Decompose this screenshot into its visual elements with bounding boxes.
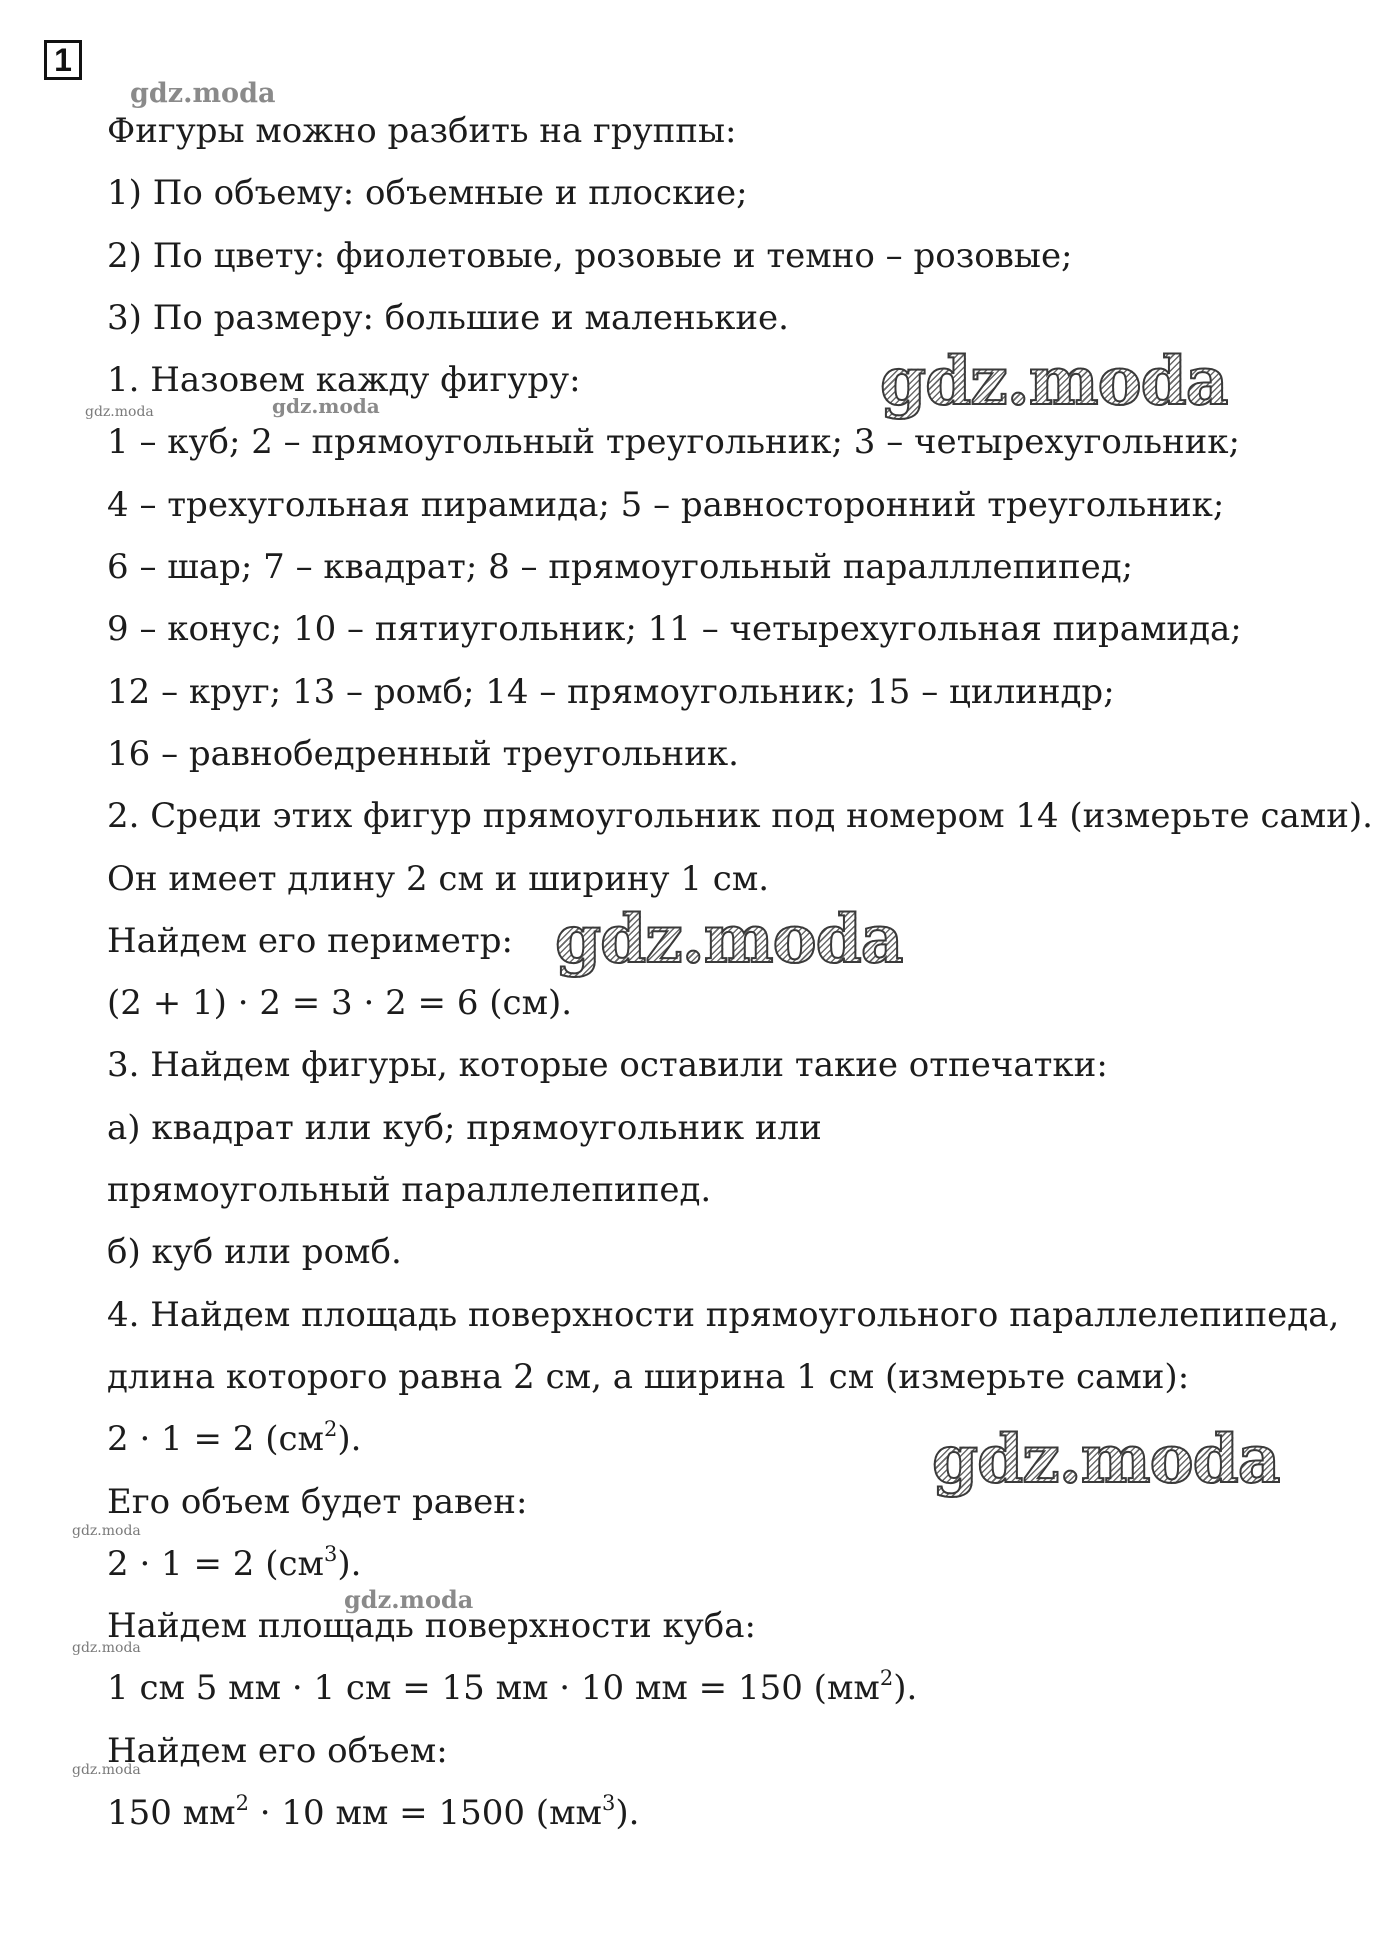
superscript: 3 — [601, 1791, 616, 1816]
text-line: 12 – круг; 13 – ромб; 14 – прямоугольник; 15 – цилиндр; — [107, 671, 1115, 712]
text-line: Его объем будет равен: — [107, 1481, 528, 1522]
watermark-logo: gdz.moda — [72, 1762, 141, 1778]
formula-text: 150 мм — [107, 1793, 236, 1834]
text-line: 16 – равнобедренный треугольник. — [107, 733, 739, 774]
watermark-logo: gdz.moda — [880, 342, 1228, 420]
watermark-logo: gdz.moda — [932, 1420, 1280, 1498]
formula-text: 2 · 1 = 2 (см — [107, 1419, 324, 1460]
watermark-logo: gdz.moda — [72, 1640, 141, 1656]
watermark-logo: gdz.moda — [130, 78, 276, 109]
text-line: Фигуры можно разбить на группы: — [107, 111, 737, 151]
text-line: 3. Найдем фигуры, которые оставили такие отпечатки: — [107, 1045, 1108, 1086]
formula-text: ). — [615, 1793, 640, 1834]
task-number-box: 1 — [44, 40, 82, 80]
text-line: Найдем площадь поверхности куба: — [107, 1606, 756, 1647]
formula-cube-area — [107, 1657, 1387, 1719]
text-line: 9 – конус; 10 – пятиугольник; 11 – четырехугольная пирамида; — [107, 609, 1242, 650]
watermark-logo: gdz.moda — [344, 1585, 474, 1614]
text-line: Найдем его объем: — [107, 1730, 448, 1771]
text-line: 3) По размеру: большие и маленькие. — [107, 297, 789, 338]
superscript: 3 — [323, 1541, 338, 1566]
formula-text: ). — [337, 1543, 362, 1584]
text-line: а) квадрат или куб; прямоугольник или — [107, 1107, 822, 1148]
formula-text: ). — [337, 1419, 362, 1460]
text-line: длина которого равна 2 см, а ширина 1 см (измерьте сами): — [107, 1356, 1190, 1397]
text-line: 2) По цвету: фиолетовые, розовые и темно – розовые; — [107, 235, 1073, 276]
text-line: Он имеет длину 2 см и ширину 1 см. — [107, 858, 770, 899]
superscript: 2 — [235, 1791, 249, 1816]
text-line: Найдем его периметр: — [107, 920, 513, 961]
text-line: б) куб или ромб. — [107, 1232, 402, 1273]
watermark-logo: gdz.moda — [555, 900, 903, 978]
text-line: 4 – трехугольная пирамида; 5 – равносторонний треугольник; — [107, 484, 1225, 525]
text-line: 1. Назовем кажду фигуру: — [107, 360, 581, 401]
formula-text: ). — [893, 1668, 918, 1709]
superscript: 2 — [879, 1666, 894, 1691]
formula-text: · 10 мм = 1500 (мм — [248, 1793, 602, 1834]
text-line: (2 + 1) · 2 = 3 · 2 = 6 (см). — [107, 983, 573, 1024]
text-line: прямоугольный параллелепипед. — [107, 1170, 712, 1211]
text-line: 2. Среди этих фигур прямоугольник под номером 14 (измерьте сами). — [107, 796, 1373, 837]
formula-text: 1 см 5 мм · 1 см = 15 мм · 10 мм = 150 (мм — [107, 1668, 880, 1709]
formula-cube-volume — [107, 1782, 1387, 1844]
text-line: 6 – шар; 7 – квадрат; 8 – прямоугольный паралллепипед; — [107, 547, 1134, 588]
watermark-logo: gdz.moda — [272, 394, 380, 418]
superscript: 2 — [323, 1417, 338, 1442]
formula-volume — [107, 1533, 1387, 1595]
formula-text: 2 · 1 = 2 (см — [107, 1543, 324, 1584]
text-line: 4. Найдем площадь поверхности прямоугольного параллелепипеда, — [107, 1294, 1340, 1335]
text-line: 1) По объему: объемные и плоские; — [107, 173, 748, 214]
watermark-logo: gdz.moda — [72, 1523, 141, 1539]
watermark-logo: gdz.moda — [85, 404, 154, 420]
text-line: 1 – куб; 2 – прямоугольный треугольник; 3 – четырехугольник; — [107, 422, 1240, 463]
